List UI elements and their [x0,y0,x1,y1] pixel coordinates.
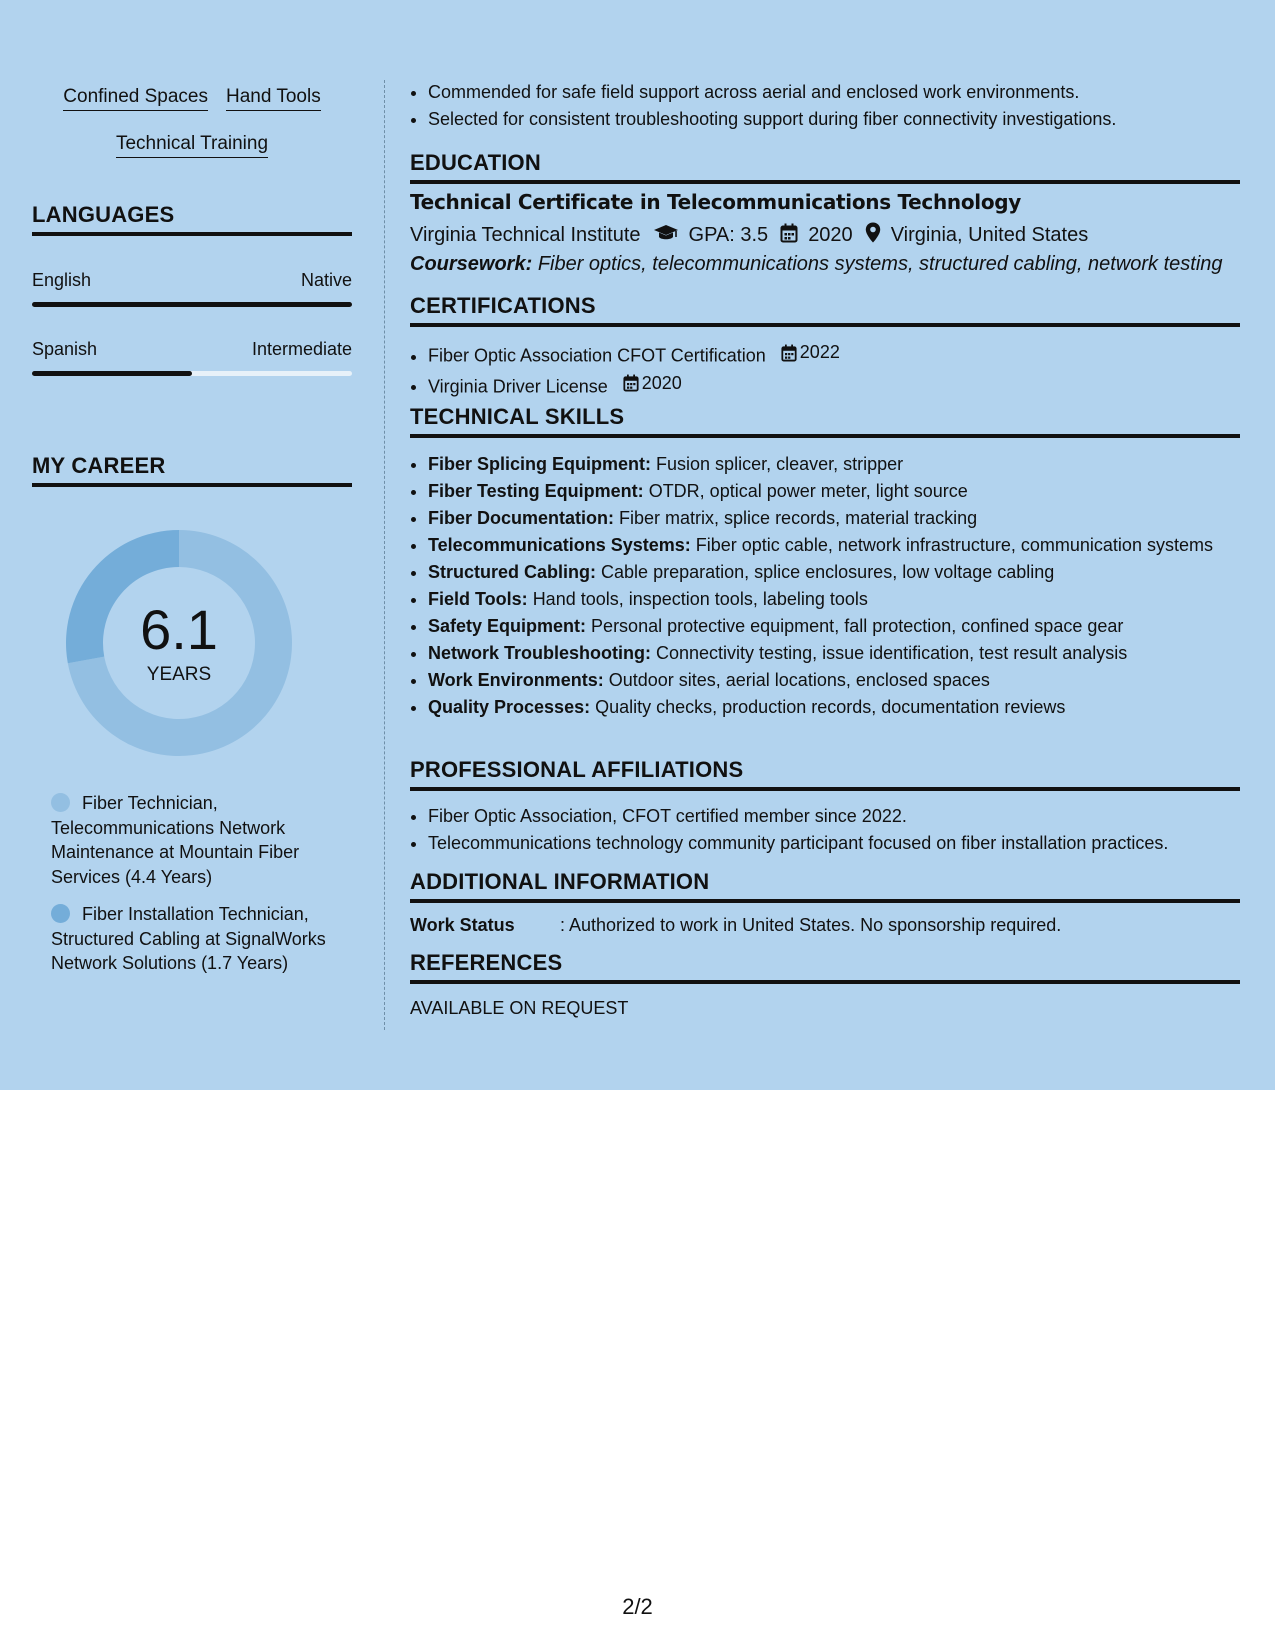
skill-text: Quality checks, production records, documentation reviews [595,697,1066,717]
skill-tags [32,86,352,158]
career-item-text: Fiber Installation Technician, Structured Cabling at SignalWorks Network Solutions (1.7 Years) [51,904,326,973]
skill-label: Field Tools: [428,589,528,609]
gpa: GPA: 3.5 [688,224,769,246]
coursework-text: Fiber optics, telecommunications systems, structured cabling, network testing [537,253,1223,275]
education-meta [410,222,1088,249]
skill-text: OTDR, optical power meter, light source [648,481,968,501]
certification-name: Fiber Optic Association CFOT Certification [428,345,766,366]
skill-item [428,505,1258,532]
calendar-icon [623,374,639,392]
skill-label: Safety Equipment: [428,616,587,636]
language-row [32,270,352,291]
column-divider [384,80,385,1030]
languages-heading: LANGUAGES [32,202,352,236]
intro-bullets [410,79,1258,133]
school-location: Virginia, United States [890,224,1089,246]
calendar-icon [780,223,798,249]
legend-dot [51,904,70,923]
skill-label: Structured Cabling: [428,562,597,582]
coursework [410,253,1223,276]
skill-item [428,667,1258,694]
language-name: English [32,270,92,290]
language-name: Spanish [32,339,98,359]
list-item: • Telecommunications technology community participant focused on fiber installation practices. [428,830,1258,857]
education-heading: EDUCATION [410,150,1240,184]
skill-item [428,451,1258,478]
work-status-label: Work Status [410,915,515,935]
skill-item [428,694,1258,721]
list-item: • Commended for safe field support across aerial and enclosed work environments. [428,79,1258,106]
career-heading: MY CAREER [32,453,352,487]
school-name: Virginia Technical Institute [410,224,641,246]
language-level: Native [300,270,352,290]
skill-tag: Hand Tools [226,86,321,111]
language-bar [32,371,352,376]
career-item-text: Fiber Technician, Telecommunications Network Maintenance at Mountain Fiber Services (4.4 Years) [51,793,300,887]
list-item [428,339,1258,370]
skill-text: Fusion splicer, cleaver, stripper [656,454,904,474]
affiliations-list [410,803,1258,857]
list-item: • Fiber Optic Association, CFOT certified member since 2022. [428,803,1258,830]
skill-label: Fiber Splicing Equipment: [428,454,652,474]
skill-text: Fiber optic cable, network infrastructure, communication systems [695,535,1213,555]
additional-info-heading: ADDITIONAL INFORMATION [410,869,1240,903]
language-bar-fill [32,371,192,376]
certification-name: Virginia Driver License [428,376,608,396]
skill-tag: Technical Training [116,133,268,158]
technical-skills-list [410,451,1258,721]
technical-skills-heading: TECHNICAL SKILLS [410,404,1240,438]
skill-label: Network Troubleshooting: [428,643,651,663]
career-total: 6.1 [140,598,218,661]
skill-label: Telecommunications Systems: [428,535,691,555]
skill-item [428,478,1258,505]
career-unit: YEARS [146,664,212,685]
language-bar-fill [32,302,352,307]
skill-text: Fiber matrix, splice records, material tracking [619,508,978,528]
skill-label: Quality Processes: [428,697,591,717]
skill-label: Fiber Testing Equipment: [428,481,644,501]
list-item [428,370,1258,401]
work-status-row [410,915,1061,936]
skill-text: Cable preparation, splice enclosures, low voltage cabling [601,562,1055,582]
list-item: • Selected for consistent troubleshooting support during fiber connectivity investigations. [428,106,1258,133]
language-bar [32,302,352,307]
skill-item [428,640,1258,667]
skill-label: Work Environments: [428,670,604,690]
references-text: AVAILABLE ON REQUEST [410,998,629,1018]
degree-title: Technical Certificate in Telecommunications Technology [410,190,1022,214]
references-heading: REFERENCES [410,950,1240,984]
affiliations-heading: PROFESSIONAL AFFILIATIONS [410,757,1240,791]
work-status-value: : Authorized to work in United States. No sponsorship required. [560,915,1062,935]
skill-item [428,613,1258,640]
career-legend-item [51,791,351,889]
skill-item [428,586,1258,613]
calendar-icon [781,344,797,362]
skill-item [428,559,1258,586]
skill-text: Connectivity testing, issue identification, test result analysis [656,643,1128,663]
coursework-label: Coursework: [410,253,533,275]
language-row [32,339,352,360]
map-pin-icon [865,222,881,249]
skill-text: Hand tools, inspection tools, labeling tools [532,589,868,609]
language-level: Intermediate [251,339,352,359]
certifications-heading: CERTIFICATIONS [410,293,1240,327]
skill-tag: Confined Spaces [63,86,208,111]
legend-dot [51,793,70,812]
skill-text: Personal protective equipment, fall protection, confined space gear [591,616,1124,636]
skill-text: Outdoor sites, aerial locations, enclosed spaces [608,670,990,690]
career-legend-item [51,902,351,976]
skill-label: Fiber Documentation: [428,508,615,528]
certification-year: 2020 [641,372,682,393]
skill-item [428,532,1258,559]
certifications-list [410,339,1258,400]
graduation-year: 2020 [808,224,853,246]
certification-year: 2022 [799,342,840,362]
graduation-cap-icon [653,224,679,248]
page-number: 2/2 [622,1594,653,1619]
